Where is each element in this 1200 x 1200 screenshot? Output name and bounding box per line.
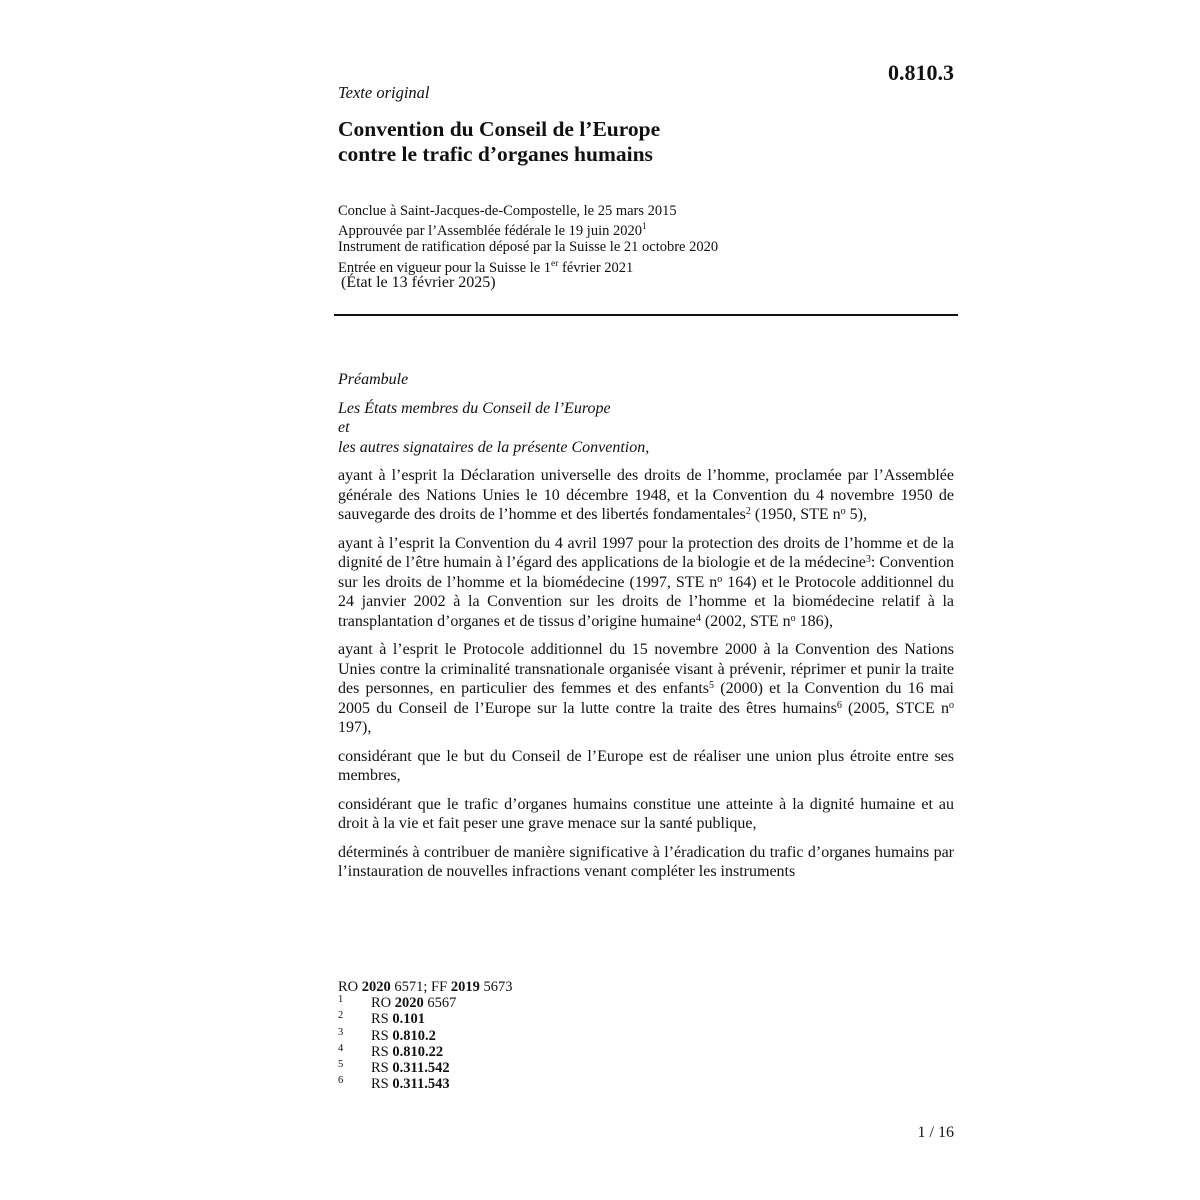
document-title xyxy=(338,117,660,167)
para-text: (2005, STCE n xyxy=(841,699,949,717)
footnote-suffix: 6567 xyxy=(423,995,457,1012)
meta-approuvee xyxy=(338,219,718,239)
para-text: 5), xyxy=(845,506,867,523)
header-divider xyxy=(334,314,958,316)
preamble-paragraph: considérant que le but du Conseil de l’Europe est de réaliser une union plus étroite entre ses membres, xyxy=(338,747,954,784)
document-metadata xyxy=(338,203,718,276)
footnote-number: 5 xyxy=(338,1059,344,1071)
para-text: ayant à l’esprit le Protocole additionnel du 15 novembre 2000 à la Convention des Nations Unies contre la criminalité transnationale organisée visant à prévenir, réprimer et punir la traite des personnes, en particulier des femmes et des enfants xyxy=(338,641,954,697)
footnote-number: 1 xyxy=(338,994,344,1006)
footnote-prefix: RO xyxy=(371,995,395,1012)
preamble-heading: Préambule xyxy=(338,371,409,388)
footnote-item xyxy=(338,995,512,1011)
footnote-number: 6 xyxy=(338,1075,344,1087)
intro-line: Les États membres du Conseil de l’Europe xyxy=(338,399,611,417)
etat-date: (État le 13 février 2025) xyxy=(341,274,496,291)
para-text: 186), xyxy=(795,612,833,630)
intro-line: les autres signataires de la présente Convention, xyxy=(338,438,650,456)
meta-approuvee-text: Approuvée par l’Assemblée fédérale le 19 juin 2020 xyxy=(338,223,642,240)
meta-conclue: Conclue à Saint-Jacques-de-Compostelle, le 25 mars 2015 xyxy=(338,203,677,219)
footnote-prefix: RS xyxy=(371,1011,393,1028)
footnote-link[interactable]: 2020 xyxy=(394,995,424,1012)
page-number: 1 / 16 xyxy=(917,1124,954,1141)
para-text: (2000) et la Convention du 16 mai 2005 du Conseil de l’Europe sur la lutte contre la traite des êtres humains xyxy=(338,680,954,717)
footnote-item xyxy=(338,1011,512,1027)
title-line-1: Convention du Conseil de l’Europe xyxy=(338,117,661,141)
footnotes xyxy=(338,979,512,1092)
footnote-item xyxy=(338,1028,512,1044)
footnote-number: 2 xyxy=(338,1010,344,1022)
footnote-ref[interactable]: 5 xyxy=(709,680,715,691)
numero-sup: o xyxy=(717,573,723,585)
footnote-prefix: RS xyxy=(371,1027,393,1044)
meta-instrument: Instrument de ratification déposé par la Suisse le 21 octobre 2020 xyxy=(338,239,719,256)
numero-sup: o xyxy=(790,612,796,624)
title-line-2: contre le trafic d’organes humains xyxy=(338,142,653,166)
footnote-item xyxy=(338,1076,512,1092)
footnote-link[interactable]: 0.311.543 xyxy=(392,1076,450,1093)
para-text: (2002, STE n xyxy=(700,612,791,630)
para-text: 197), xyxy=(338,719,372,736)
preamble-paragraph xyxy=(338,640,954,738)
para-text: ayant à l’esprit la Déclaration universelle des droits de l’homme, proclamée par l’Assemblée générale des Nations Unies le 10 décembre 1948, et la Convention du 4 novembre 1950 de sauvegarde des droits de l’homme et des libertés fondamentales xyxy=(338,467,954,523)
para-text: 164) et le Protocole additionnel du 24 janvier 2002 à la Convention sur les droits de l’homme et la biomédecine relatif à la transplantation d’organes et de tissus d’origine humaine xyxy=(338,573,954,630)
footnote-link[interactable]: 0.311.542 xyxy=(392,1060,450,1077)
ro-ff-reference xyxy=(338,979,512,995)
preamble-paragraph: considérant que le trafic d’organes humains constitue une atteinte à la dignité humaine et au droit à la vie et fait peser une grave menace sur la santé publique, xyxy=(338,795,954,832)
para-text: ayant à l’esprit la Convention du 4 avril 1997 pour la protection des droits de l’homme et de la dignité de l’être humain à l’égard des applications de la biologie et de la médecine xyxy=(338,534,954,571)
footnote-prefix: RS xyxy=(371,1076,393,1093)
footnote-link[interactable]: 0.810.22 xyxy=(392,1043,444,1060)
footnote-number: 3 xyxy=(338,1026,344,1038)
ro-page: 6571; FF xyxy=(390,979,451,995)
footnote-ref[interactable]: 6 xyxy=(836,699,842,711)
meta-entree-sup: er xyxy=(551,258,559,269)
numero-sup: o xyxy=(840,506,846,517)
footnote-ref[interactable]: 4 xyxy=(695,612,701,624)
footnote-prefix: RS xyxy=(371,1060,393,1077)
footnote-ref[interactable]: 1 xyxy=(642,222,647,233)
footnote-number: 4 xyxy=(338,1042,344,1054)
preamble-section xyxy=(338,370,954,891)
sr-number: 0.810.3 xyxy=(888,60,954,85)
footnote-ref[interactable]: 2 xyxy=(745,506,751,517)
ro-label: RO xyxy=(338,979,362,995)
meta-entree xyxy=(338,256,718,276)
preamble-paragraph xyxy=(338,534,954,632)
ff-year: 2019 xyxy=(450,979,480,995)
meta-entree-date: février 2021 xyxy=(558,259,634,276)
preamble-paragraph xyxy=(338,466,954,525)
footnote-link[interactable]: 0.810.2 xyxy=(392,1027,436,1044)
meta-entree-text: Entrée en vigueur pour la Suisse le 1 xyxy=(338,259,552,276)
footnote-item xyxy=(338,1060,512,1076)
footnote-ref[interactable]: 3 xyxy=(865,554,871,565)
footnote-item xyxy=(338,1044,512,1060)
footnote-prefix: RS xyxy=(371,1043,393,1060)
preamble-intro xyxy=(338,399,954,458)
ff-page: 5673 xyxy=(479,979,513,995)
preamble-paragraph: déterminés à contribuer de manière significative à l’éradication du trafic d’organes humains par l’instauration de nouvelles infractions venant compléter les instruments xyxy=(338,843,954,880)
intro-line: et xyxy=(338,419,350,436)
footnote-link[interactable]: 0.101 xyxy=(392,1011,425,1028)
para-text: : Convention sur les droits de l’homme et la biomédecine (1997, STE n xyxy=(338,554,955,591)
numero-sup: o xyxy=(949,699,954,711)
texte-original-label: Texte original xyxy=(338,83,430,102)
para-text: (1950, STE n xyxy=(750,506,841,523)
ro-year: 2020 xyxy=(361,979,391,995)
